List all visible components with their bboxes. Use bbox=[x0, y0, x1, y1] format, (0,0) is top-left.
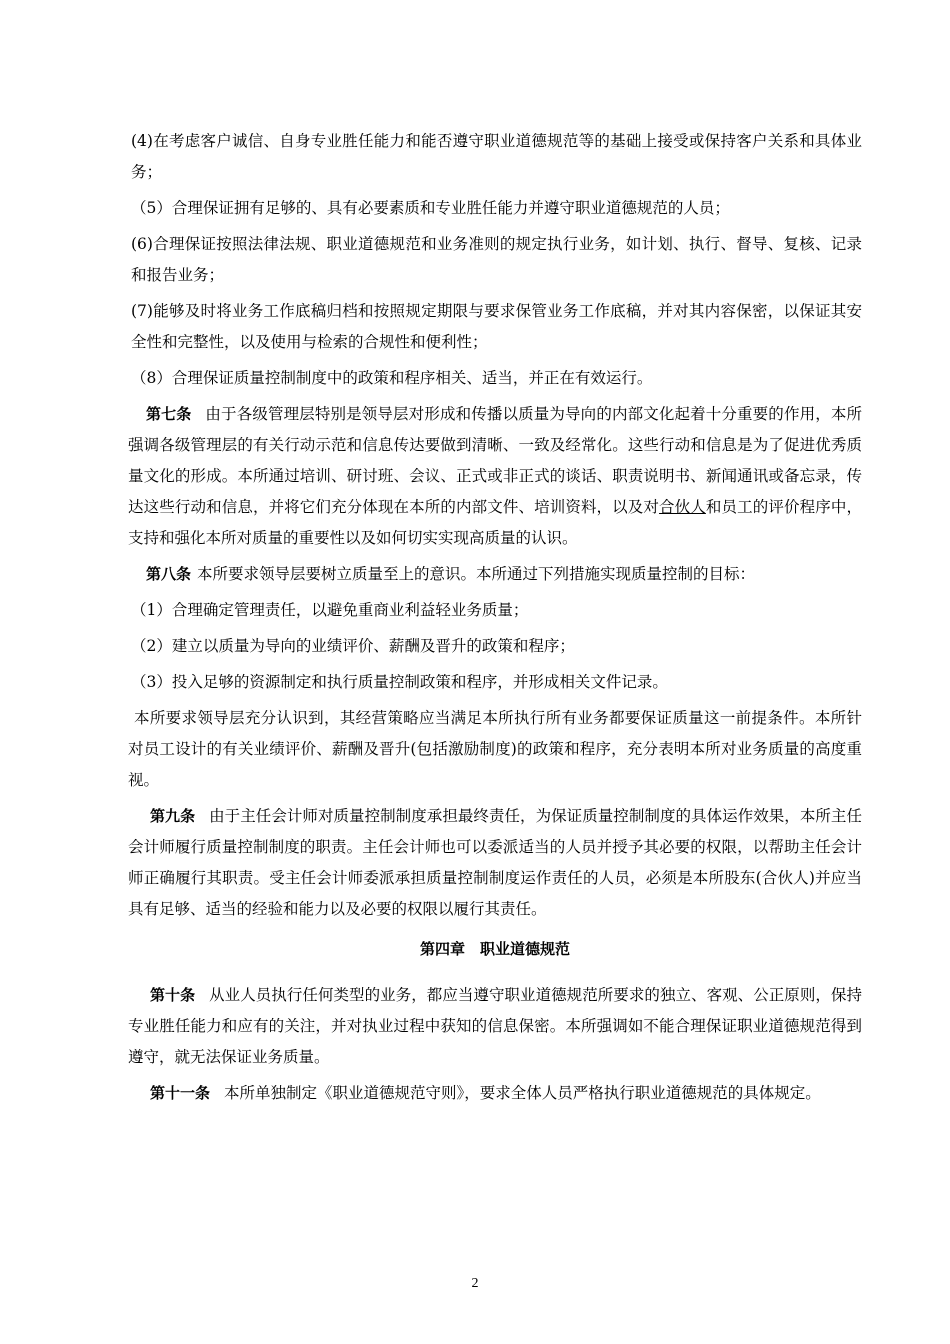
item-5: （5）合理保证拥有足够的、具有必要素质和专业胜任能力并遵守职业道德规范的人员； bbox=[131, 199, 730, 217]
article-11-label: 第十一条 bbox=[150, 1084, 211, 1102]
article-7-text-before: 由于各级管理层特别是领导层对形成和传播以质量为导向的内部文化起着十分重要的作用，本所强调各级管理层的有关行动示范和信息传达要做到清晰、一致及经常化。这些行动和信息是为了促进优秀质量文化的形成。本所通过培训、研讨班、会议、正式或非正式的谈话、职责说明书、新闻通讯或备忘录，传达这些行动和信息，并将它们充分体现在本所的内部文件、培训资料，以及对 bbox=[128, 405, 862, 516]
article-8-text: 本所要求领导层要树立质量至上的意识。本所通过下列措施实现质量控制的目标： bbox=[197, 565, 756, 583]
item-4: (4)在考虑客户诚信、自身专业胜任能力和能否遵守职业道德规范等的基础上接受或保持客户关系和具体业务； bbox=[131, 132, 862, 181]
article-10-text: 从业人员执行任何类型的业务，都应当遵守职业道德规范所要求的独立、客观、公正原则，保持专业胜任能力和应有的关注，并对执业过程中获知的信息保密。本所强调如不能合理保证职业道德规范得到遵守，就无法保证业务质量。 bbox=[128, 986, 862, 1066]
article-8-label: 第八条 bbox=[146, 565, 192, 583]
article-11 bbox=[128, 1078, 862, 1109]
article-7-underlined: 合伙人 bbox=[659, 498, 706, 516]
article-9-text: 由于主任会计师对质量控制制度承担最终责任，为保证质量控制制度的具体运作效果，本所主任会计师履行质量控制制度的职责。主任会计师也可以委派适当的人员并授予其必要的权限，以帮助主任会计师正确履行其职责。受主任会计师委派承担质量控制制度运作责任的人员，必须是本所股东(合伙人)并应当具有足够、适当的经验和能力以及必要的权限以履行其责任。 bbox=[128, 807, 862, 918]
article-8-item-1: （1）合理确定管理责任，以避免重商业利益轻业务质量； bbox=[131, 601, 529, 619]
article-10 bbox=[128, 980, 862, 1073]
article-8 bbox=[128, 559, 862, 590]
chapter-title: 第四章 职业道德规范 bbox=[419, 940, 570, 958]
item-8: （8）合理保证质量控制制度中的政策和程序相关、适当，并正在有效运行。 bbox=[131, 369, 653, 387]
article-8-item-2: （2）建立以质量为导向的业绩评价、薪酬及晋升的政策和程序； bbox=[131, 637, 575, 655]
article-10-label: 第十条 bbox=[150, 986, 196, 1004]
article-11-text: 本所单独制定《职业道德规范守则》，要求全体人员严格执行职业道德规范的具体规定。 bbox=[224, 1084, 821, 1102]
article-7 bbox=[128, 399, 862, 554]
article-8-closing: 本所要求领导层充分认识到，其经营策略应当满足本所执行所有业务都要保证质量这一前提条件。本所针对员工设计的有关业绩评价、薪酬及晋升(包括激励制度)的政策和程序，充分表明本所对业务质量的高度重视。 bbox=[128, 709, 862, 789]
item-6: (6)合理保证按照法律法规、职业道德规范和业务准则的规定执行业务，如计划、执行、督导、复核、记录和报告业务； bbox=[131, 235, 862, 284]
item-7: (7)能够及时将业务工作底稿归档和按照规定期限与要求保管业务工作底稿，并对其内容保密，以保证其安全性和完整性，以及使用与检索的合规性和便利性； bbox=[131, 302, 862, 351]
article-7-label: 第七条 bbox=[146, 405, 192, 423]
page-number: 2 bbox=[471, 1276, 479, 1291]
article-7-text-after: 和员工的评价程序中，支持和强化本所对质量的重要性以及如何切实实现高质量的认识。 bbox=[128, 498, 862, 547]
article-9 bbox=[128, 801, 862, 925]
article-9-label: 第九条 bbox=[150, 807, 196, 825]
article-8-item-3: （3）投入足够的资源制定和执行质量控制政策和程序，并形成相关文件记录。 bbox=[131, 673, 668, 691]
